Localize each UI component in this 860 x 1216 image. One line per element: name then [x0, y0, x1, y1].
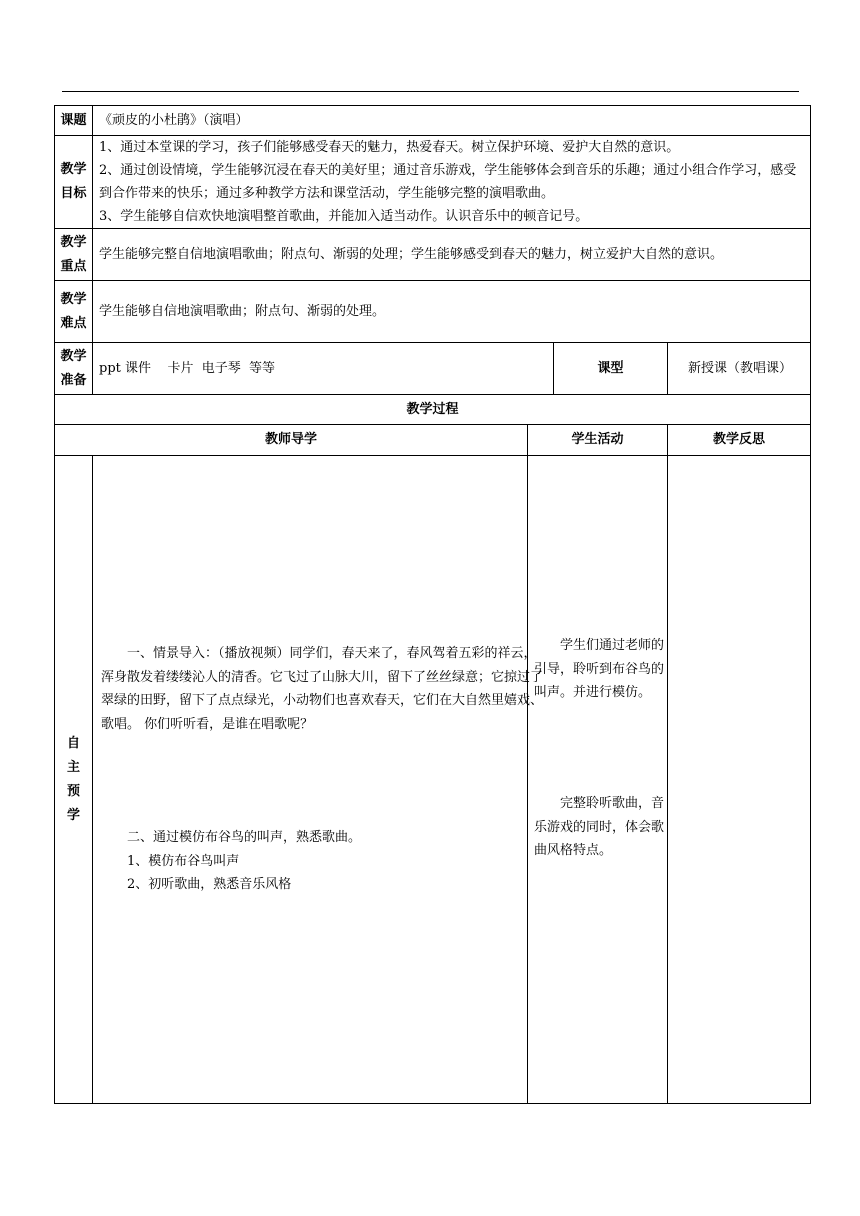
teacher-step2-heading: 二、通过模仿布谷鸟的叫声，熟悉歌曲。 — [127, 830, 362, 845]
objective-item-3: 3、学生能够自信欢快地演唱整首歌曲，并能加入适当动作。认识音乐中的顿音记号。 — [99, 209, 589, 224]
row-column-headers — [55, 425, 811, 456]
key-points-label — [55, 229, 93, 281]
key-points-label-line1: 教学 — [60, 234, 87, 250]
reflection-cell — [668, 456, 811, 1104]
col-header-reflection: 教学反思 — [668, 425, 811, 456]
lesson-type-value: 新授课（教唱课） — [668, 343, 811, 395]
row-objectives — [55, 136, 811, 229]
lesson-type-label: 课型 — [554, 343, 668, 395]
objective-item-1: 1、通过本堂课的学习，孩子们能够感受春天的魅力，热爱春天。树立保护环境、爱护大自然的意识。 — [99, 140, 680, 155]
side-char-4: 学 — [66, 807, 80, 823]
objectives-label-line1: 教学 — [60, 162, 87, 177]
col-header-student: 学生活动 — [528, 425, 668, 456]
preparation-text: ppt 课件 卡片 电子琴 等等 — [93, 343, 554, 395]
teacher-intro-paragraph: 一、情景导入：（播放视频）同学们，春天来了，春风驾着五彩的祥云，浑身散发着缕缕沁人的清香。它飞过了山脉大川，留下了丝丝绿意；它掠过了翠绿的田野，留下了点点绿光，小动物们也喜欢春天，它们在大自然里嬉戏、歌唱。 你们听听看，是谁在唱歌呢？ — [101, 646, 544, 732]
objective-item-2: 2、通过创设情境，学生能够沉浸在春天的美好里；通过音乐游戏，学生能够体会到音乐的乐趣；通过小组合作学习，感受到合作带来的快乐；通过多种教学方法和课堂活动，学生能够完整的演唱歌曲。 — [99, 163, 797, 201]
header-rule — [62, 91, 799, 92]
student-activity-cell — [528, 456, 668, 1104]
lesson-label: 课题 — [55, 106, 93, 136]
side-char-3: 预 — [66, 783, 80, 799]
preparation-label-line2: 准备 — [60, 372, 87, 388]
row-lesson-title — [55, 106, 811, 136]
difficulties-label-line1: 教学 — [60, 291, 87, 307]
difficulties-label — [55, 281, 93, 343]
objectives-text — [93, 136, 811, 229]
difficulties-text: 学生能够自信地演唱歌曲；附点句、渐弱的处理。 — [93, 281, 811, 343]
side-char-2: 主 — [66, 759, 80, 775]
row-difficulties — [55, 281, 811, 343]
section-side-label — [55, 456, 93, 1104]
teacher-step2-sub2: 2、初听歌曲，熟悉音乐风格 — [127, 877, 292, 892]
lesson-title: 《顽皮的小杜鹃》（演唱） — [93, 106, 811, 136]
difficulties-label-line2: 难点 — [60, 315, 87, 331]
teacher-guide-cell — [93, 456, 544, 1104]
process-title: 教学过程 — [55, 395, 811, 425]
preparation-label-line1: 教学 — [60, 348, 87, 364]
row-preparation — [55, 343, 811, 395]
side-char-1: 自 — [66, 735, 80, 751]
row-process-title — [55, 395, 811, 425]
student-activity-2: 完整聆听歌曲，音乐游戏的同时，体会歌曲风格特点。 — [534, 796, 665, 858]
objectives-label-line2: 目标 — [60, 186, 87, 201]
row-self-study — [55, 456, 811, 1104]
col-header-teacher: 教师导学 — [55, 425, 528, 456]
preparation-label — [55, 343, 93, 395]
objectives-label — [55, 136, 93, 229]
student-activity-1: 学生们通过老师的引导，聆听到布谷鸟的叫声。并进行模仿。 — [534, 638, 665, 700]
lesson-plan-table — [54, 105, 811, 1104]
teacher-step2 — [101, 826, 549, 897]
teacher-step2-sub1: 1、模仿布谷鸟叫声 — [127, 853, 240, 869]
key-points-label-line2: 重点 — [60, 258, 87, 274]
key-points-text: 学生能够完整自信地演唱歌曲；附点句、渐弱的处理；学生能够感受到春天的魅力，树立爱护大自然的意识。 — [93, 229, 811, 281]
row-key-points — [55, 229, 811, 281]
